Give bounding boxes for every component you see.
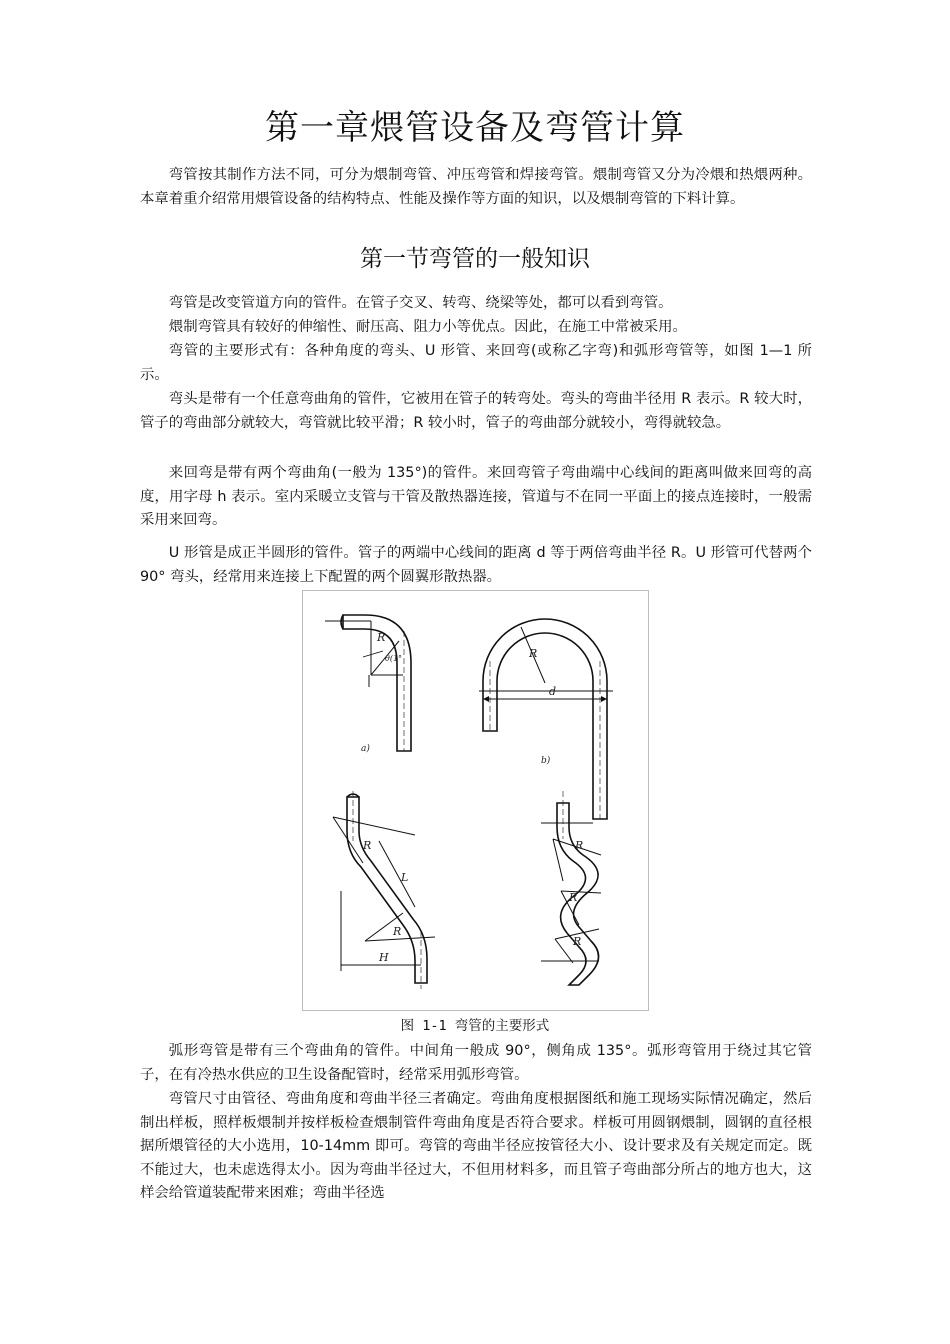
- label-a: a): [361, 744, 370, 754]
- arc-bend-diagram: [541, 791, 601, 985]
- arc-radius-middle-label: R: [569, 891, 578, 904]
- arc-radius-bottom-label: R: [573, 935, 582, 948]
- paragraph-5: 来回弯是带有两个弯曲角(一般为 135°)的管件。来回弯管子弯曲端中心线间的距离叫做来回弯的高度，用字母 h 表示。室内采暖立支管与干管及散热器连接，管道与不在同一平面上的接点连接时，一般需采用来回弯。: [140, 465, 812, 528]
- section-title: 第一节弯管的一般知识: [360, 246, 590, 272]
- u-radius-label: R: [529, 647, 538, 660]
- offset-radius-bottom-label: R: [393, 925, 402, 938]
- paragraph-3: 弯管的主要形式有：各种角度的弯头、U 形管、来回弯(或称乙字弯)和弧形弯管等，如图 1—1 所示。: [140, 343, 812, 383]
- label-b: b): [541, 756, 551, 766]
- elbow-diagram: [325, 615, 411, 754]
- arc-radius-top-label: R: [575, 839, 584, 852]
- paragraph-7: 弧形弯管是带有三个弯曲角的管件。中间角一般成 90°，侧角成 135°。弧形弯管用于绕过其它管子，在有冷热水供应的卫生设备配管时，经常采用弧形弯管。: [140, 1043, 812, 1083]
- u-distance-label: d: [549, 685, 557, 698]
- intro-paragraph: 弯管按其制作方法不同，可分为煨制弯管、冲压弯管和焊接弯管。煨制弯管又分为冷煨和热煨两种。本章着重介绍常用煨管设备的结构特点、性能及操作等方面的知识，以及煨制弯管的下料计算。: [140, 167, 812, 207]
- pipe-bend-drawing: [303, 591, 648, 1010]
- offset-radius-top-label: R: [363, 839, 372, 852]
- paragraph-4: 弯头是带有一个任意弯曲角的管件，它被用在管子的转弯处。弯头的弯曲半径用 R 表示。R 较大时，管子的弯曲部分就较大，弯管就比较平滑；R 较小时，管子的弯曲部分就较小，弯得就较急。: [140, 391, 812, 431]
- offset-bend-diagram: [333, 791, 435, 989]
- paragraph-8: 弯管尺寸由管径、弯曲角度和弯曲半径三者确定。弯曲角度根据图纸和施工现场实际情况确定，然后制出样板，照样板煨制并按样板检查煨制管件弯曲角度是否符合要求。样板可用圆钢煨制，圆钢的直径根据所煨管径的大小选用，10-14mm 即可。弯管的弯曲半径应按管径大小、设计要求及有关规定而定。既不能过大，也未虑选得太小。因为弯曲半径过大，不但用材料多，而且管子弯曲部分所占的地方也大，这样会给管道装配带来困难；弯曲半径选: [140, 1091, 812, 1201]
- paragraph-2: 煨制弯管具有较好的伸缩性、耐压高、阻力小等优点。因此，在施工中常被采用。: [168, 319, 687, 335]
- elbow-radius-label: R: [377, 631, 386, 644]
- elbow-angle-label: θ(1°: [385, 654, 403, 663]
- paragraph-1: 弯管是改变管道方向的管件。在管子交叉、转弯、绕梁等处，都可以看到弯管。: [168, 295, 673, 311]
- offset-height-label: H: [379, 951, 389, 964]
- u-pipe-diagram: [479, 619, 613, 819]
- figure-1-1: [302, 590, 649, 1011]
- figure-caption: 图 1-1 弯管的主要形式: [400, 1018, 550, 1034]
- chapter-title: 第一章煨管设备及弯管计算: [265, 108, 685, 148]
- offset-length-label: L: [401, 871, 409, 884]
- paragraph-6: U 形管是成正半圆形的管件。管子的两端中心线间的距离 d 等于两倍弯曲半径 R。U 形管可代替两个 90° 弯头，经常用来连接上下配置的两个圆翼形散热器。: [140, 545, 812, 585]
